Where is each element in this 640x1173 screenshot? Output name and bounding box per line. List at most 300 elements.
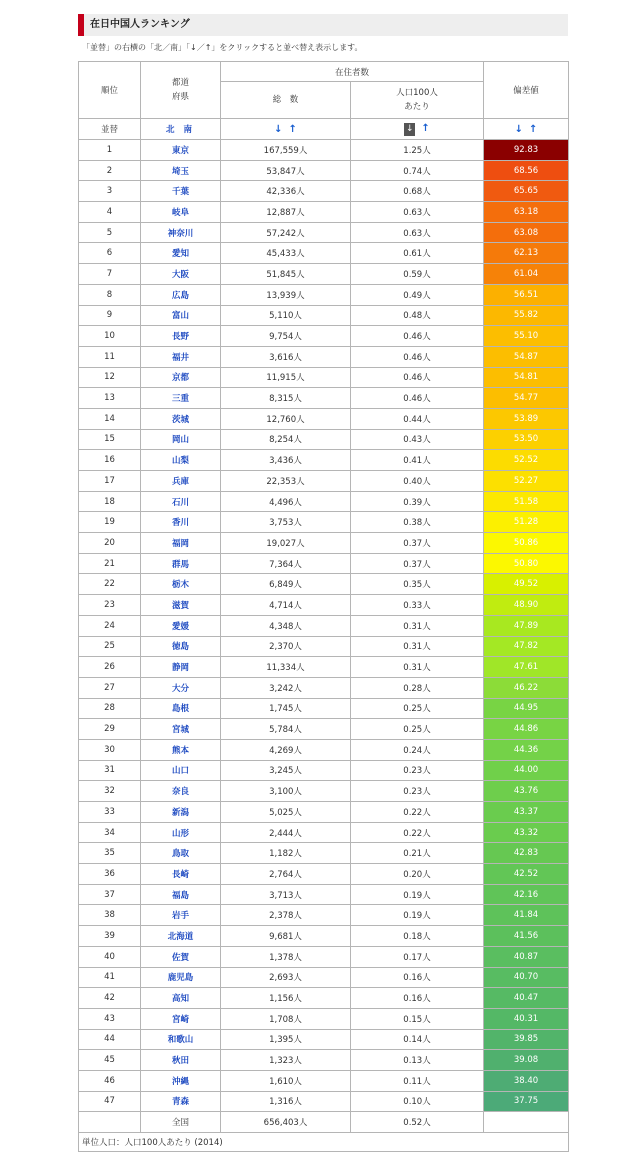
prefecture-name[interactable]: 長野 bbox=[171, 332, 189, 343]
prefecture-link[interactable] bbox=[141, 1008, 221, 1029]
per100-cell: 0.40人 bbox=[351, 471, 484, 492]
per100-cell: 0.61人 bbox=[351, 243, 484, 264]
table-row bbox=[79, 926, 569, 947]
prefecture-link[interactable] bbox=[141, 388, 221, 409]
per100-cell: 0.14人 bbox=[351, 1029, 484, 1050]
per100-cell: 1.25人 bbox=[351, 140, 484, 161]
per100-cell: 0.33人 bbox=[351, 595, 484, 616]
per100-cell: 0.38人 bbox=[351, 512, 484, 533]
rank-cell: 15 bbox=[79, 429, 141, 450]
rank-cell: 6 bbox=[79, 243, 141, 264]
rank-cell: 12 bbox=[79, 367, 141, 388]
table-row bbox=[79, 698, 569, 719]
table-row bbox=[79, 181, 569, 202]
prefecture-link[interactable] bbox=[141, 408, 221, 429]
rank-cell: 33 bbox=[79, 802, 141, 823]
rank-cell: 13 bbox=[79, 388, 141, 409]
prefecture-link[interactable] bbox=[141, 926, 221, 947]
deviation-cell: 61.04 bbox=[484, 264, 569, 285]
prefecture-name[interactable]: 埼玉 bbox=[171, 166, 189, 177]
header-deviation: 偏差値 bbox=[484, 62, 569, 119]
table-row bbox=[79, 864, 569, 885]
deviation-cell: 53.89 bbox=[484, 408, 569, 429]
total-cell: 1,323人 bbox=[221, 1050, 351, 1071]
total-cell: 11,334人 bbox=[221, 657, 351, 678]
prefecture-link[interactable] bbox=[141, 843, 221, 864]
prefecture-link[interactable] bbox=[141, 243, 221, 264]
deviation-cell: 42.52 bbox=[484, 864, 569, 885]
deviation-cell: 46.22 bbox=[484, 677, 569, 698]
prefecture-link[interactable] bbox=[141, 222, 221, 243]
deviation-cell: 47.89 bbox=[484, 615, 569, 636]
per100-cell: 0.17人 bbox=[351, 946, 484, 967]
prefecture-name[interactable]: 宮崎 bbox=[171, 1014, 189, 1025]
summary-empty bbox=[79, 1112, 141, 1133]
deviation-cell: 62.13 bbox=[484, 243, 569, 264]
prefecture-name[interactable]: 鳥取 bbox=[171, 849, 189, 860]
rank-cell: 25 bbox=[79, 636, 141, 657]
total-cell: 1,156人 bbox=[221, 988, 351, 1009]
prefecture-name[interactable]: 山形 bbox=[171, 828, 189, 839]
prefecture-name[interactable]: 沖縄 bbox=[171, 1076, 189, 1087]
rank-cell: 45 bbox=[79, 1050, 141, 1071]
prefecture-link[interactable] bbox=[141, 471, 221, 492]
sort-prefecture-link[interactable] bbox=[141, 119, 221, 140]
deviation-cell: 55.82 bbox=[484, 305, 569, 326]
rank-cell: 26 bbox=[79, 657, 141, 678]
prefecture-name[interactable]: 広島 bbox=[171, 290, 189, 301]
prefecture-name[interactable]: 千葉 bbox=[171, 187, 189, 198]
total-cell: 4,348人 bbox=[221, 615, 351, 636]
table-row bbox=[79, 450, 569, 471]
deviation-cell: 40.47 bbox=[484, 988, 569, 1009]
prefecture-name[interactable]: 三重 bbox=[171, 394, 189, 405]
total-cell: 1,378人 bbox=[221, 946, 351, 967]
deviation-cell: 54.81 bbox=[484, 367, 569, 388]
prefecture-name[interactable]: 大阪 bbox=[171, 269, 189, 280]
rank-cell: 23 bbox=[79, 595, 141, 616]
prefecture-link[interactable] bbox=[141, 698, 221, 719]
per100-cell: 0.22人 bbox=[351, 802, 484, 823]
prefecture-name[interactable]: 京都 bbox=[171, 373, 189, 384]
per100-cell: 0.37人 bbox=[351, 533, 484, 554]
prefecture-name[interactable]: 福井 bbox=[171, 352, 189, 363]
prefecture-link[interactable] bbox=[141, 905, 221, 926]
per100-cell: 0.31人 bbox=[351, 657, 484, 678]
prefecture-name[interactable]: 岡山 bbox=[171, 435, 189, 446]
prefecture-name[interactable]: 宮城 bbox=[171, 725, 189, 736]
header-prefecture: 都道 府県 bbox=[141, 62, 221, 119]
table-row bbox=[79, 264, 569, 285]
deviation-cell: 51.58 bbox=[484, 491, 569, 512]
rank-cell: 19 bbox=[79, 512, 141, 533]
prefecture-name[interactable]: 愛知 bbox=[171, 249, 189, 260]
table-row bbox=[79, 615, 569, 636]
rank-cell: 18 bbox=[79, 491, 141, 512]
total-cell: 9,754人 bbox=[221, 326, 351, 347]
prefecture-link[interactable] bbox=[141, 884, 221, 905]
prefecture-link[interactable] bbox=[141, 367, 221, 388]
total-cell: 3,616人 bbox=[221, 346, 351, 367]
prefecture-name[interactable]: 秋田 bbox=[171, 1056, 189, 1067]
per100-cell: 0.25人 bbox=[351, 698, 484, 719]
per100-cell: 0.46人 bbox=[351, 346, 484, 367]
per100-cell: 0.23人 bbox=[351, 781, 484, 802]
prefecture-name[interactable]: 福島 bbox=[171, 890, 189, 901]
prefecture-name[interactable]: 石川 bbox=[171, 497, 189, 508]
rank-cell: 41 bbox=[79, 967, 141, 988]
per100-cell: 0.25人 bbox=[351, 719, 484, 740]
deviation-cell: 40.31 bbox=[484, 1008, 569, 1029]
table-row bbox=[79, 595, 569, 616]
deviation-cell: 63.08 bbox=[484, 222, 569, 243]
total-cell: 4,496人 bbox=[221, 491, 351, 512]
sort-deviation-desc-icon[interactable]: ↓ bbox=[514, 123, 524, 135]
prefecture-link[interactable] bbox=[141, 781, 221, 802]
rank-cell: 17 bbox=[79, 471, 141, 492]
prefecture-link[interactable] bbox=[141, 1070, 221, 1091]
prefecture-link[interactable] bbox=[141, 967, 221, 988]
deviation-cell: 42.83 bbox=[484, 843, 569, 864]
per100-cell: 0.35人 bbox=[351, 574, 484, 595]
total-cell: 1,395人 bbox=[221, 1029, 351, 1050]
deviation-cell: 50.80 bbox=[484, 553, 569, 574]
deviation-cell: 37.75 bbox=[484, 1091, 569, 1112]
table-row bbox=[79, 657, 569, 678]
rank-cell: 9 bbox=[79, 305, 141, 326]
total-cell: 22,353人 bbox=[221, 471, 351, 492]
per100-cell: 0.74人 bbox=[351, 160, 484, 181]
total-cell: 9,681人 bbox=[221, 926, 351, 947]
deviation-cell: 54.87 bbox=[484, 346, 569, 367]
total-cell: 2,693人 bbox=[221, 967, 351, 988]
table-row bbox=[79, 471, 569, 492]
per100-cell: 0.19人 bbox=[351, 905, 484, 926]
prefecture-link[interactable] bbox=[141, 326, 221, 347]
rank-cell: 22 bbox=[79, 574, 141, 595]
prefecture-name[interactable]: 福岡 bbox=[171, 538, 189, 549]
deviation-cell: 43.32 bbox=[484, 822, 569, 843]
prefecture-name[interactable]: 神奈川 bbox=[167, 228, 194, 239]
deviation-cell: 50.86 bbox=[484, 533, 569, 554]
prefecture-name[interactable]: 愛媛 bbox=[171, 621, 189, 632]
deviation-cell: 54.77 bbox=[484, 388, 569, 409]
rank-cell: 32 bbox=[79, 781, 141, 802]
per100-cell: 0.41人 bbox=[351, 450, 484, 471]
summary-label: 全国 bbox=[141, 1112, 221, 1133]
header-per100: 人口100人 あたり bbox=[351, 82, 484, 119]
table-row bbox=[79, 553, 569, 574]
table-row bbox=[79, 988, 569, 1009]
prefecture-name[interactable]: 静岡 bbox=[171, 663, 189, 674]
sort-per100-desc-icon-active[interactable]: ↓ bbox=[406, 123, 414, 134]
prefecture-name[interactable]: 群馬 bbox=[171, 559, 189, 570]
prefecture-link[interactable] bbox=[141, 595, 221, 616]
prefecture-link[interactable] bbox=[141, 512, 221, 533]
table-row bbox=[79, 739, 569, 760]
prefecture-name[interactable]: 島根 bbox=[171, 704, 189, 715]
prefecture-link[interactable] bbox=[141, 284, 221, 305]
prefecture-link[interactable] bbox=[141, 1091, 221, 1112]
deviation-cell: 40.70 bbox=[484, 967, 569, 988]
deviation-cell: 47.61 bbox=[484, 657, 569, 678]
deviation-cell: 44.86 bbox=[484, 719, 569, 740]
table-row bbox=[79, 222, 569, 243]
table-row bbox=[79, 905, 569, 926]
prefecture-name[interactable]: 奈良 bbox=[171, 787, 189, 798]
prefecture-name[interactable]: 新潟 bbox=[171, 807, 189, 818]
per100-cell: 0.63人 bbox=[351, 222, 484, 243]
header-total: 総 数 bbox=[221, 82, 351, 119]
prefecture-link[interactable] bbox=[141, 946, 221, 967]
total-cell: 45,433人 bbox=[221, 243, 351, 264]
per100-cell: 0.24人 bbox=[351, 739, 484, 760]
total-cell: 3,242人 bbox=[221, 677, 351, 698]
table-row bbox=[79, 202, 569, 223]
prefecture-name[interactable]: 富山 bbox=[171, 311, 189, 322]
total-cell: 8,254人 bbox=[221, 429, 351, 450]
prefecture-link[interactable] bbox=[141, 450, 221, 471]
table-row bbox=[79, 1008, 569, 1029]
deviation-cell: 43.37 bbox=[484, 802, 569, 823]
deviation-cell: 92.83 bbox=[484, 140, 569, 161]
prefecture-link[interactable] bbox=[141, 822, 221, 843]
prefecture-link[interactable] bbox=[141, 636, 221, 657]
total-cell: 1,745人 bbox=[221, 698, 351, 719]
deviation-cell: 44.95 bbox=[484, 698, 569, 719]
table-row bbox=[79, 533, 569, 554]
total-cell: 5,025人 bbox=[221, 802, 351, 823]
prefecture-name[interactable]: 香川 bbox=[171, 518, 189, 529]
total-cell: 42,336人 bbox=[221, 181, 351, 202]
prefecture-link[interactable] bbox=[141, 1029, 221, 1050]
table-row bbox=[79, 802, 569, 823]
prefecture-name[interactable]: 長崎 bbox=[171, 869, 189, 880]
prefecture-link[interactable] bbox=[141, 140, 221, 161]
ranking-table bbox=[78, 61, 569, 1152]
header-residents: 在住者数 bbox=[221, 62, 484, 82]
total-cell: 8,315人 bbox=[221, 388, 351, 409]
prefecture-name[interactable]: 北海道 bbox=[167, 931, 194, 942]
table-row bbox=[79, 1029, 569, 1050]
table-row bbox=[79, 1050, 569, 1071]
sort-instructions: 「並替」の右横の「北／南」「↓／↑」をクリックすると並べ替え表示します。 bbox=[82, 43, 363, 52]
rank-cell: 3 bbox=[79, 181, 141, 202]
deviation-cell: 42.16 bbox=[484, 884, 569, 905]
sort-total-desc-icon[interactable]: ↓ bbox=[274, 123, 283, 135]
per100-cell: 0.15人 bbox=[351, 1008, 484, 1029]
prefecture-link[interactable] bbox=[141, 864, 221, 885]
header-rank: 順位 bbox=[79, 62, 141, 119]
table-row bbox=[79, 326, 569, 347]
deviation-cell: 39.08 bbox=[484, 1050, 569, 1071]
deviation-cell: 41.56 bbox=[484, 926, 569, 947]
deviation-cell: 39.85 bbox=[484, 1029, 569, 1050]
deviation-cell: 63.18 bbox=[484, 202, 569, 223]
total-cell: 1,182人 bbox=[221, 843, 351, 864]
rank-cell: 47 bbox=[79, 1091, 141, 1112]
rank-cell: 35 bbox=[79, 843, 141, 864]
total-cell: 3,436人 bbox=[221, 450, 351, 471]
prefecture-link[interactable] bbox=[141, 202, 221, 223]
per100-cell: 0.37人 bbox=[351, 553, 484, 574]
table-row bbox=[79, 243, 569, 264]
prefecture-link[interactable] bbox=[141, 739, 221, 760]
prefecture-name[interactable]: 東京 bbox=[171, 145, 189, 156]
total-cell: 3,100人 bbox=[221, 781, 351, 802]
prefecture-name[interactable]: 栃木 bbox=[171, 580, 189, 591]
total-cell: 2,378人 bbox=[221, 905, 351, 926]
table-row bbox=[79, 967, 569, 988]
sort-per100-asc-icon[interactable]: ↑ bbox=[421, 122, 430, 134]
deviation-cell: 52.27 bbox=[484, 471, 569, 492]
rank-cell: 36 bbox=[79, 864, 141, 885]
per100-cell: 0.18人 bbox=[351, 926, 484, 947]
rank-cell: 2 bbox=[79, 160, 141, 181]
per100-cell: 0.22人 bbox=[351, 822, 484, 843]
sort-total-cell bbox=[221, 119, 351, 140]
table-row bbox=[79, 781, 569, 802]
summary-total: 656,403人 bbox=[221, 1112, 351, 1133]
total-cell: 1,708人 bbox=[221, 1008, 351, 1029]
table-row bbox=[79, 1091, 569, 1112]
prefecture-link[interactable] bbox=[141, 533, 221, 554]
sort-total-asc-icon[interactable]: ↑ bbox=[288, 123, 297, 135]
prefecture-name[interactable]: 佐賀 bbox=[171, 952, 189, 963]
total-cell: 2,370人 bbox=[221, 636, 351, 657]
rank-cell: 40 bbox=[79, 946, 141, 967]
per100-cell: 0.16人 bbox=[351, 988, 484, 1009]
total-cell: 19,027人 bbox=[221, 533, 351, 554]
prefecture-link[interactable] bbox=[141, 615, 221, 636]
per100-cell: 0.13人 bbox=[351, 1050, 484, 1071]
deviation-cell: 44.36 bbox=[484, 739, 569, 760]
prefecture-name[interactable]: 大分 bbox=[171, 683, 189, 694]
total-cell: 12,887人 bbox=[221, 202, 351, 223]
table-row bbox=[79, 429, 569, 450]
per100-cell: 0.23人 bbox=[351, 760, 484, 781]
prefecture-link[interactable] bbox=[141, 491, 221, 512]
rank-cell: 31 bbox=[79, 760, 141, 781]
deviation-cell: 65.65 bbox=[484, 181, 569, 202]
deviation-cell: 55.10 bbox=[484, 326, 569, 347]
prefecture-name[interactable]: 和歌山 bbox=[167, 1035, 194, 1046]
rank-cell: 21 bbox=[79, 553, 141, 574]
table-row bbox=[79, 946, 569, 967]
prefecture-link[interactable] bbox=[141, 988, 221, 1009]
total-cell: 2,444人 bbox=[221, 822, 351, 843]
prefecture-name[interactable]: 兵庫 bbox=[171, 476, 189, 487]
rank-cell: 29 bbox=[79, 719, 141, 740]
total-cell: 3,713人 bbox=[221, 884, 351, 905]
table-row bbox=[79, 843, 569, 864]
prefecture-link[interactable] bbox=[141, 802, 221, 823]
deviation-cell: 40.87 bbox=[484, 946, 569, 967]
per100-cell: 0.39人 bbox=[351, 491, 484, 512]
rank-cell: 44 bbox=[79, 1029, 141, 1050]
rank-cell: 4 bbox=[79, 202, 141, 223]
prefecture-link[interactable] bbox=[141, 760, 221, 781]
per100-cell: 0.31人 bbox=[351, 636, 484, 657]
total-cell: 57,242人 bbox=[221, 222, 351, 243]
prefecture-name[interactable]: 岩手 bbox=[171, 911, 189, 922]
prefecture-link[interactable] bbox=[141, 305, 221, 326]
prefecture-name[interactable]: 岐阜 bbox=[171, 207, 189, 218]
page-title: 在日中国人ランキング bbox=[78, 14, 568, 36]
sort-north-south[interactable]: 北 南 bbox=[166, 125, 195, 135]
table-row bbox=[79, 884, 569, 905]
unit-note: 単位人口：人口100人あたり (2014) bbox=[79, 1133, 569, 1152]
prefecture-name[interactable]: 熊本 bbox=[171, 745, 189, 756]
deviation-cell: 52.52 bbox=[484, 450, 569, 471]
prefecture-link[interactable] bbox=[141, 553, 221, 574]
ranking-rows bbox=[79, 140, 569, 1112]
prefecture-name[interactable]: 山梨 bbox=[171, 456, 189, 467]
table-row bbox=[79, 491, 569, 512]
rank-cell: 42 bbox=[79, 988, 141, 1009]
prefecture-link[interactable] bbox=[141, 719, 221, 740]
per100-cell: 0.49人 bbox=[351, 284, 484, 305]
prefecture-link[interactable] bbox=[141, 1050, 221, 1071]
prefecture-link[interactable] bbox=[141, 574, 221, 595]
total-cell: 5,110人 bbox=[221, 305, 351, 326]
table-row bbox=[79, 719, 569, 740]
per100-cell: 0.43人 bbox=[351, 429, 484, 450]
prefecture-link[interactable] bbox=[141, 160, 221, 181]
per100-cell: 0.59人 bbox=[351, 264, 484, 285]
prefecture-link[interactable] bbox=[141, 677, 221, 698]
per100-cell: 0.11人 bbox=[351, 1070, 484, 1091]
prefecture-link[interactable] bbox=[141, 181, 221, 202]
table-row bbox=[79, 367, 569, 388]
total-cell: 167,559人 bbox=[221, 140, 351, 161]
per100-cell: 0.46人 bbox=[351, 326, 484, 347]
prefecture-name[interactable]: 青森 bbox=[171, 1097, 189, 1108]
table-row bbox=[79, 305, 569, 326]
table-row bbox=[79, 1070, 569, 1091]
rank-cell: 10 bbox=[79, 326, 141, 347]
table-row bbox=[79, 160, 569, 181]
prefecture-name[interactable]: 山口 bbox=[171, 766, 189, 777]
sort-per100-cell bbox=[351, 119, 484, 140]
rank-cell: 20 bbox=[79, 533, 141, 554]
table-row bbox=[79, 574, 569, 595]
per100-cell: 0.28人 bbox=[351, 677, 484, 698]
rank-cell: 8 bbox=[79, 284, 141, 305]
rank-cell: 7 bbox=[79, 264, 141, 285]
prefecture-link[interactable] bbox=[141, 346, 221, 367]
total-cell: 13,939人 bbox=[221, 284, 351, 305]
rank-cell: 37 bbox=[79, 884, 141, 905]
table-row bbox=[79, 346, 569, 367]
prefecture-link[interactable] bbox=[141, 429, 221, 450]
table-row bbox=[79, 512, 569, 533]
sort-deviation-asc-icon[interactable]: ↑ bbox=[529, 123, 538, 135]
deviation-cell: 53.50 bbox=[484, 429, 569, 450]
prefecture-name[interactable]: 高知 bbox=[171, 994, 189, 1005]
summary-deviation-empty bbox=[484, 1112, 569, 1133]
total-cell: 7,364人 bbox=[221, 553, 351, 574]
rank-cell: 1 bbox=[79, 140, 141, 161]
prefecture-link[interactable] bbox=[141, 264, 221, 285]
prefecture-name[interactable]: 徳島 bbox=[171, 642, 189, 653]
total-cell: 51,845人 bbox=[221, 264, 351, 285]
total-cell: 5,784人 bbox=[221, 719, 351, 740]
prefecture-name[interactable]: 滋賀 bbox=[171, 600, 189, 611]
prefecture-name[interactable]: 茨城 bbox=[171, 414, 189, 425]
prefecture-link[interactable] bbox=[141, 657, 221, 678]
prefecture-name[interactable]: 鹿児島 bbox=[167, 973, 194, 984]
